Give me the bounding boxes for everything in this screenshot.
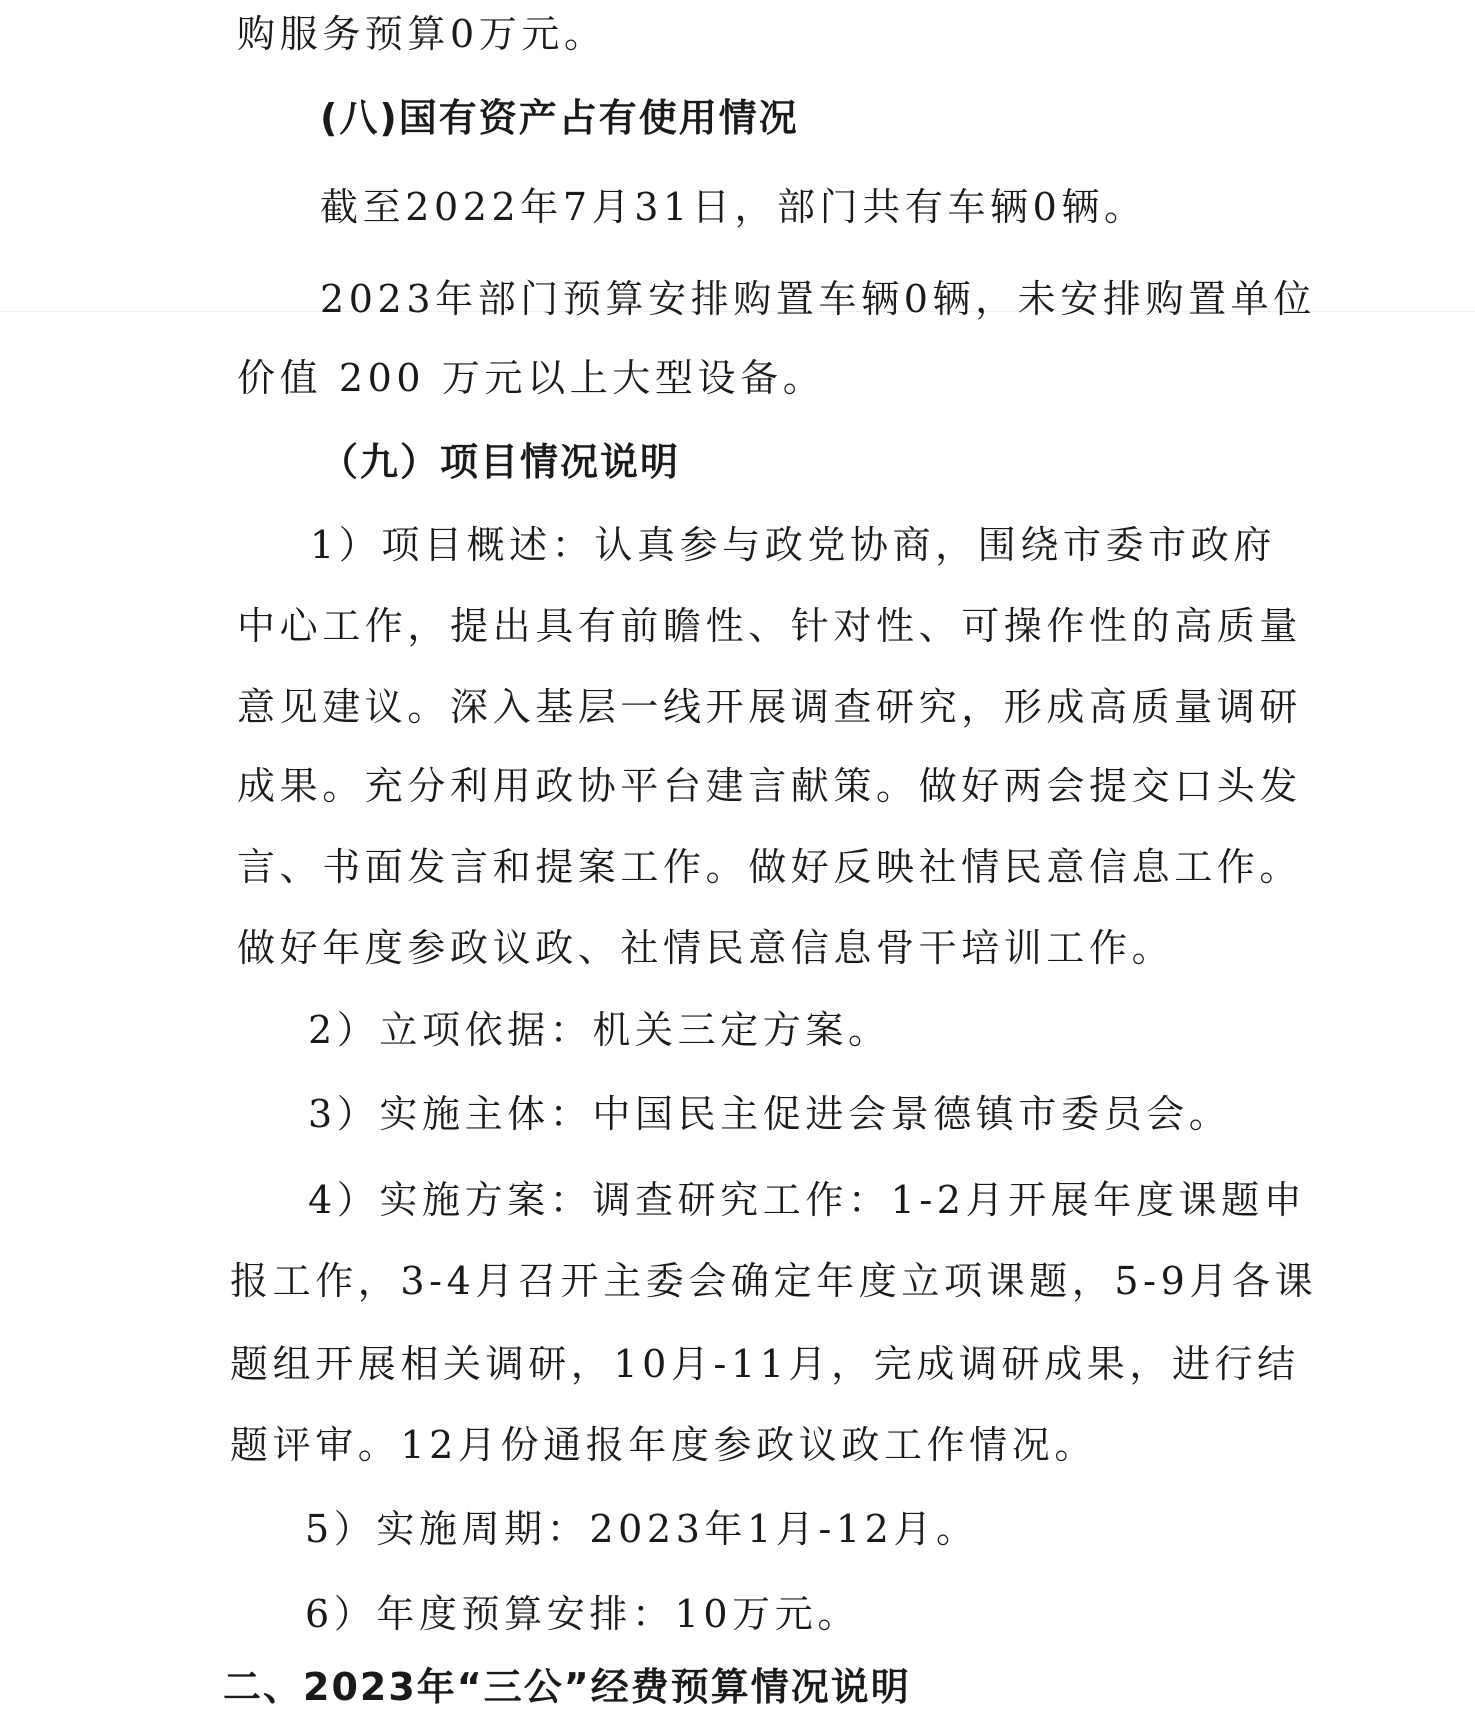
paragraph-line: 做好年度参政议政、社情民意信息骨干培训工作。	[237, 926, 1175, 970]
paragraph-line: 言、书面发言和提案工作。做好反映社情民意信息工作。	[237, 845, 1303, 889]
text-line-implementation-period: 5）实施周期：2023年1月-12月。	[305, 1507, 979, 1551]
section-heading-state-assets: (八)国有资产占有使用情况	[320, 96, 799, 140]
paragraph-line: 4）实施方案：调查研究工作：1-2月开展年度课题申	[308, 1178, 1307, 1222]
text-line-vehicles-count: 截至2022年7月31日，部门共有车辆0辆。	[320, 185, 1147, 229]
text-line-annual-budget: 6）年度预算安排：10万元。	[305, 1592, 860, 1636]
text-line-project-basis: 2）立项依据：机关三定方案。	[308, 1008, 891, 1052]
text-line-purchase-budget: 购服务预算0万元。	[237, 12, 607, 56]
text-line-large-equipment: 价值 200 万元以上大型设备。	[237, 356, 826, 400]
text-line-implementing-body: 3）实施主体：中国民主促进会景德镇市委员会。	[308, 1092, 1232, 1136]
paragraph-line: 中心工作，提出具有前瞻性、针对性、可操作性的高质量	[237, 604, 1303, 648]
paragraph-line: 意见建议。深入基层一线开展调查研究，形成高质量调研	[237, 685, 1303, 729]
section-heading-project-description: （九）项目情况说明	[320, 440, 681, 484]
paragraph-line: 题组开展相关调研，10月-11月，完成调研成果，进行结	[230, 1342, 1300, 1386]
paragraph-line: 题评审。12月份通报年度参政议政工作情况。	[230, 1423, 1097, 1467]
text-line-vehicle-budget: 2023年部门预算安排购置车辆0辆，未安排购置单位	[320, 277, 1316, 321]
paragraph-line: 成果。充分利用政协平台建言献策。做好两会提交口头发	[237, 764, 1303, 808]
section-heading-three-public-expenses: 二、2023年“三公”经费预算情况说明	[223, 1665, 911, 1709]
paragraph-line: 1）项目概述：认真参与政党协商，围绕市委市政府	[310, 523, 1276, 567]
paragraph-line: 报工作，3-4月召开主委会确定年度立项课题，5-9月各课	[230, 1259, 1318, 1303]
